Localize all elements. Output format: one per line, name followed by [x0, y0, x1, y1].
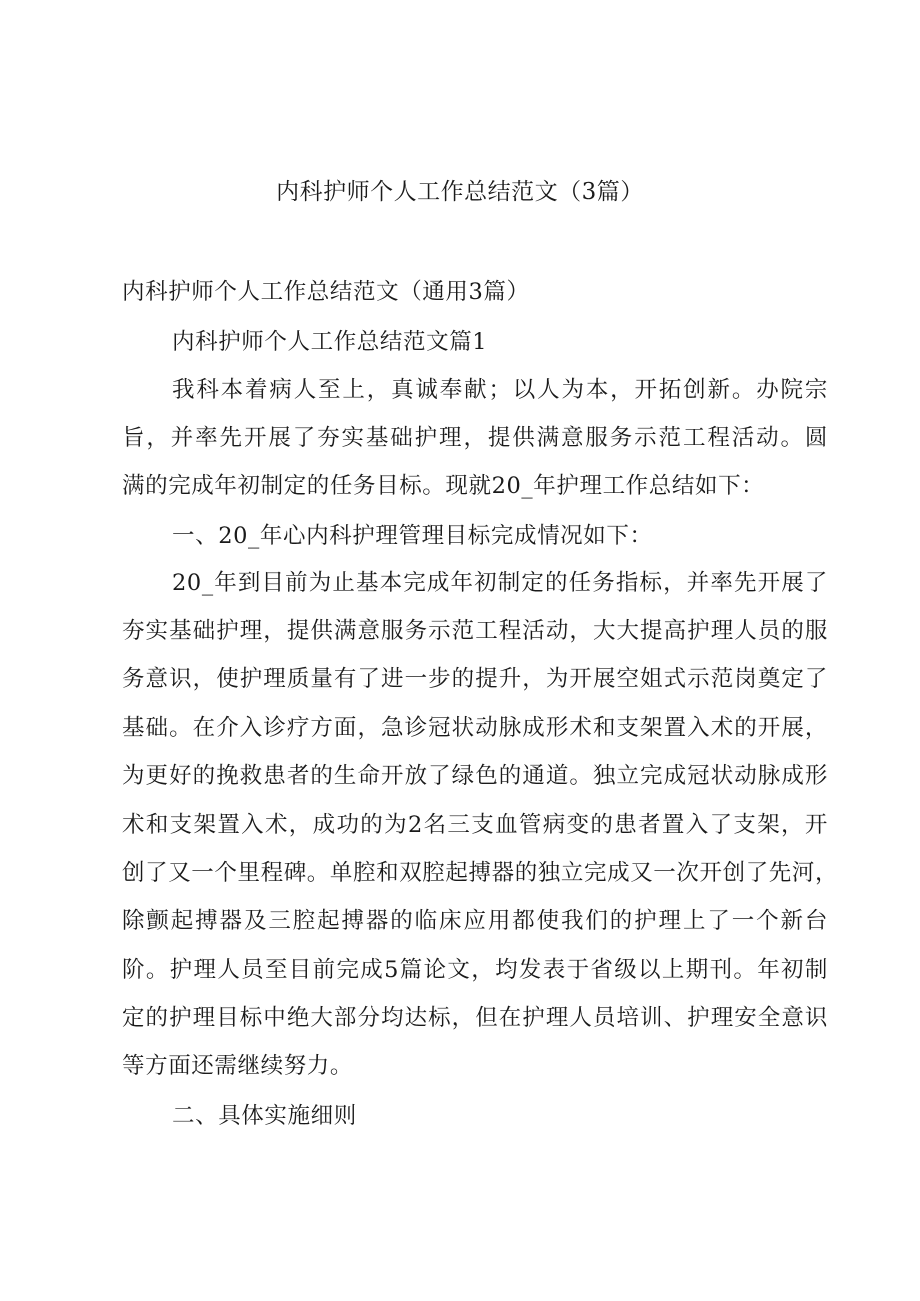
paragraph-2-line-4: 基础。在介入诊疗方面，急诊冠状动脉成形术和支架置入术的开展， — [122, 715, 828, 741]
document-subtitle: 内科护师个人工作总结范文（通用3篇） — [122, 279, 530, 305]
article-heading: 内科护师个人工作总结范文篇1 — [172, 329, 488, 355]
paragraph-1-line-1: 我科本着病人至上，真诚奉献；以人为本，开拓创新。办院宗 — [172, 377, 828, 403]
paragraph-2-line-5: 为更好的挽救患者的生命开放了绿色的通道。独立完成冠状动脉成形 — [122, 763, 828, 789]
paragraph-2-line-9: 阶。护理人员至目前完成5篇论文，均发表于省级以上期刊。年初制 — [122, 957, 828, 983]
paragraph-2-line-3: 务意识，使护理质量有了进一步的提升，为开展空姐式示范岗奠定了 — [122, 666, 828, 692]
paragraph-1-line-2: 旨，并率先开展了夯实基础护理，提供满意服务示范工程活动。圆 — [122, 425, 828, 451]
paragraph-1-line-3: 满的完成年初制定的任务目标。现就20_年护理工作总结如下： — [122, 473, 765, 499]
paragraph-2-line-10: 定的护理目标中绝大部分均达标，但在护理人员培训、护理安全意识 — [122, 1005, 828, 1031]
paragraph-2-line-6: 术和支架置入术，成功的为2名三支血管病变的患者置入了支架，开 — [122, 812, 828, 838]
section-heading-2: 二、具体实施细则 — [172, 1103, 357, 1129]
paragraph-2-line-8: 除颤起搏器及三腔起搏器的临床应用都使我们的护理上了一个新台 — [122, 908, 828, 934]
paragraph-2-line-1: 20_年到目前为止基本完成年初制定的任务指标，并率先开展了 — [172, 570, 828, 596]
paragraph-2-line-11: 等方面还需继续努力。 — [122, 1053, 354, 1079]
paragraph-2-line-2: 夯实基础护理，提供满意服务示范工程活动，大大提高护理人员的服 — [122, 618, 828, 644]
section-heading-1: 一、20_年心内科护理管理目标完成情况如下： — [172, 523, 653, 549]
document-title: 内科护师个人工作总结范文（3篇） — [276, 179, 644, 205]
paragraph-2-line-7: 创了又一个里程碑。单腔和双腔起搏器的独立完成又一次开创了先河， — [122, 860, 839, 886]
